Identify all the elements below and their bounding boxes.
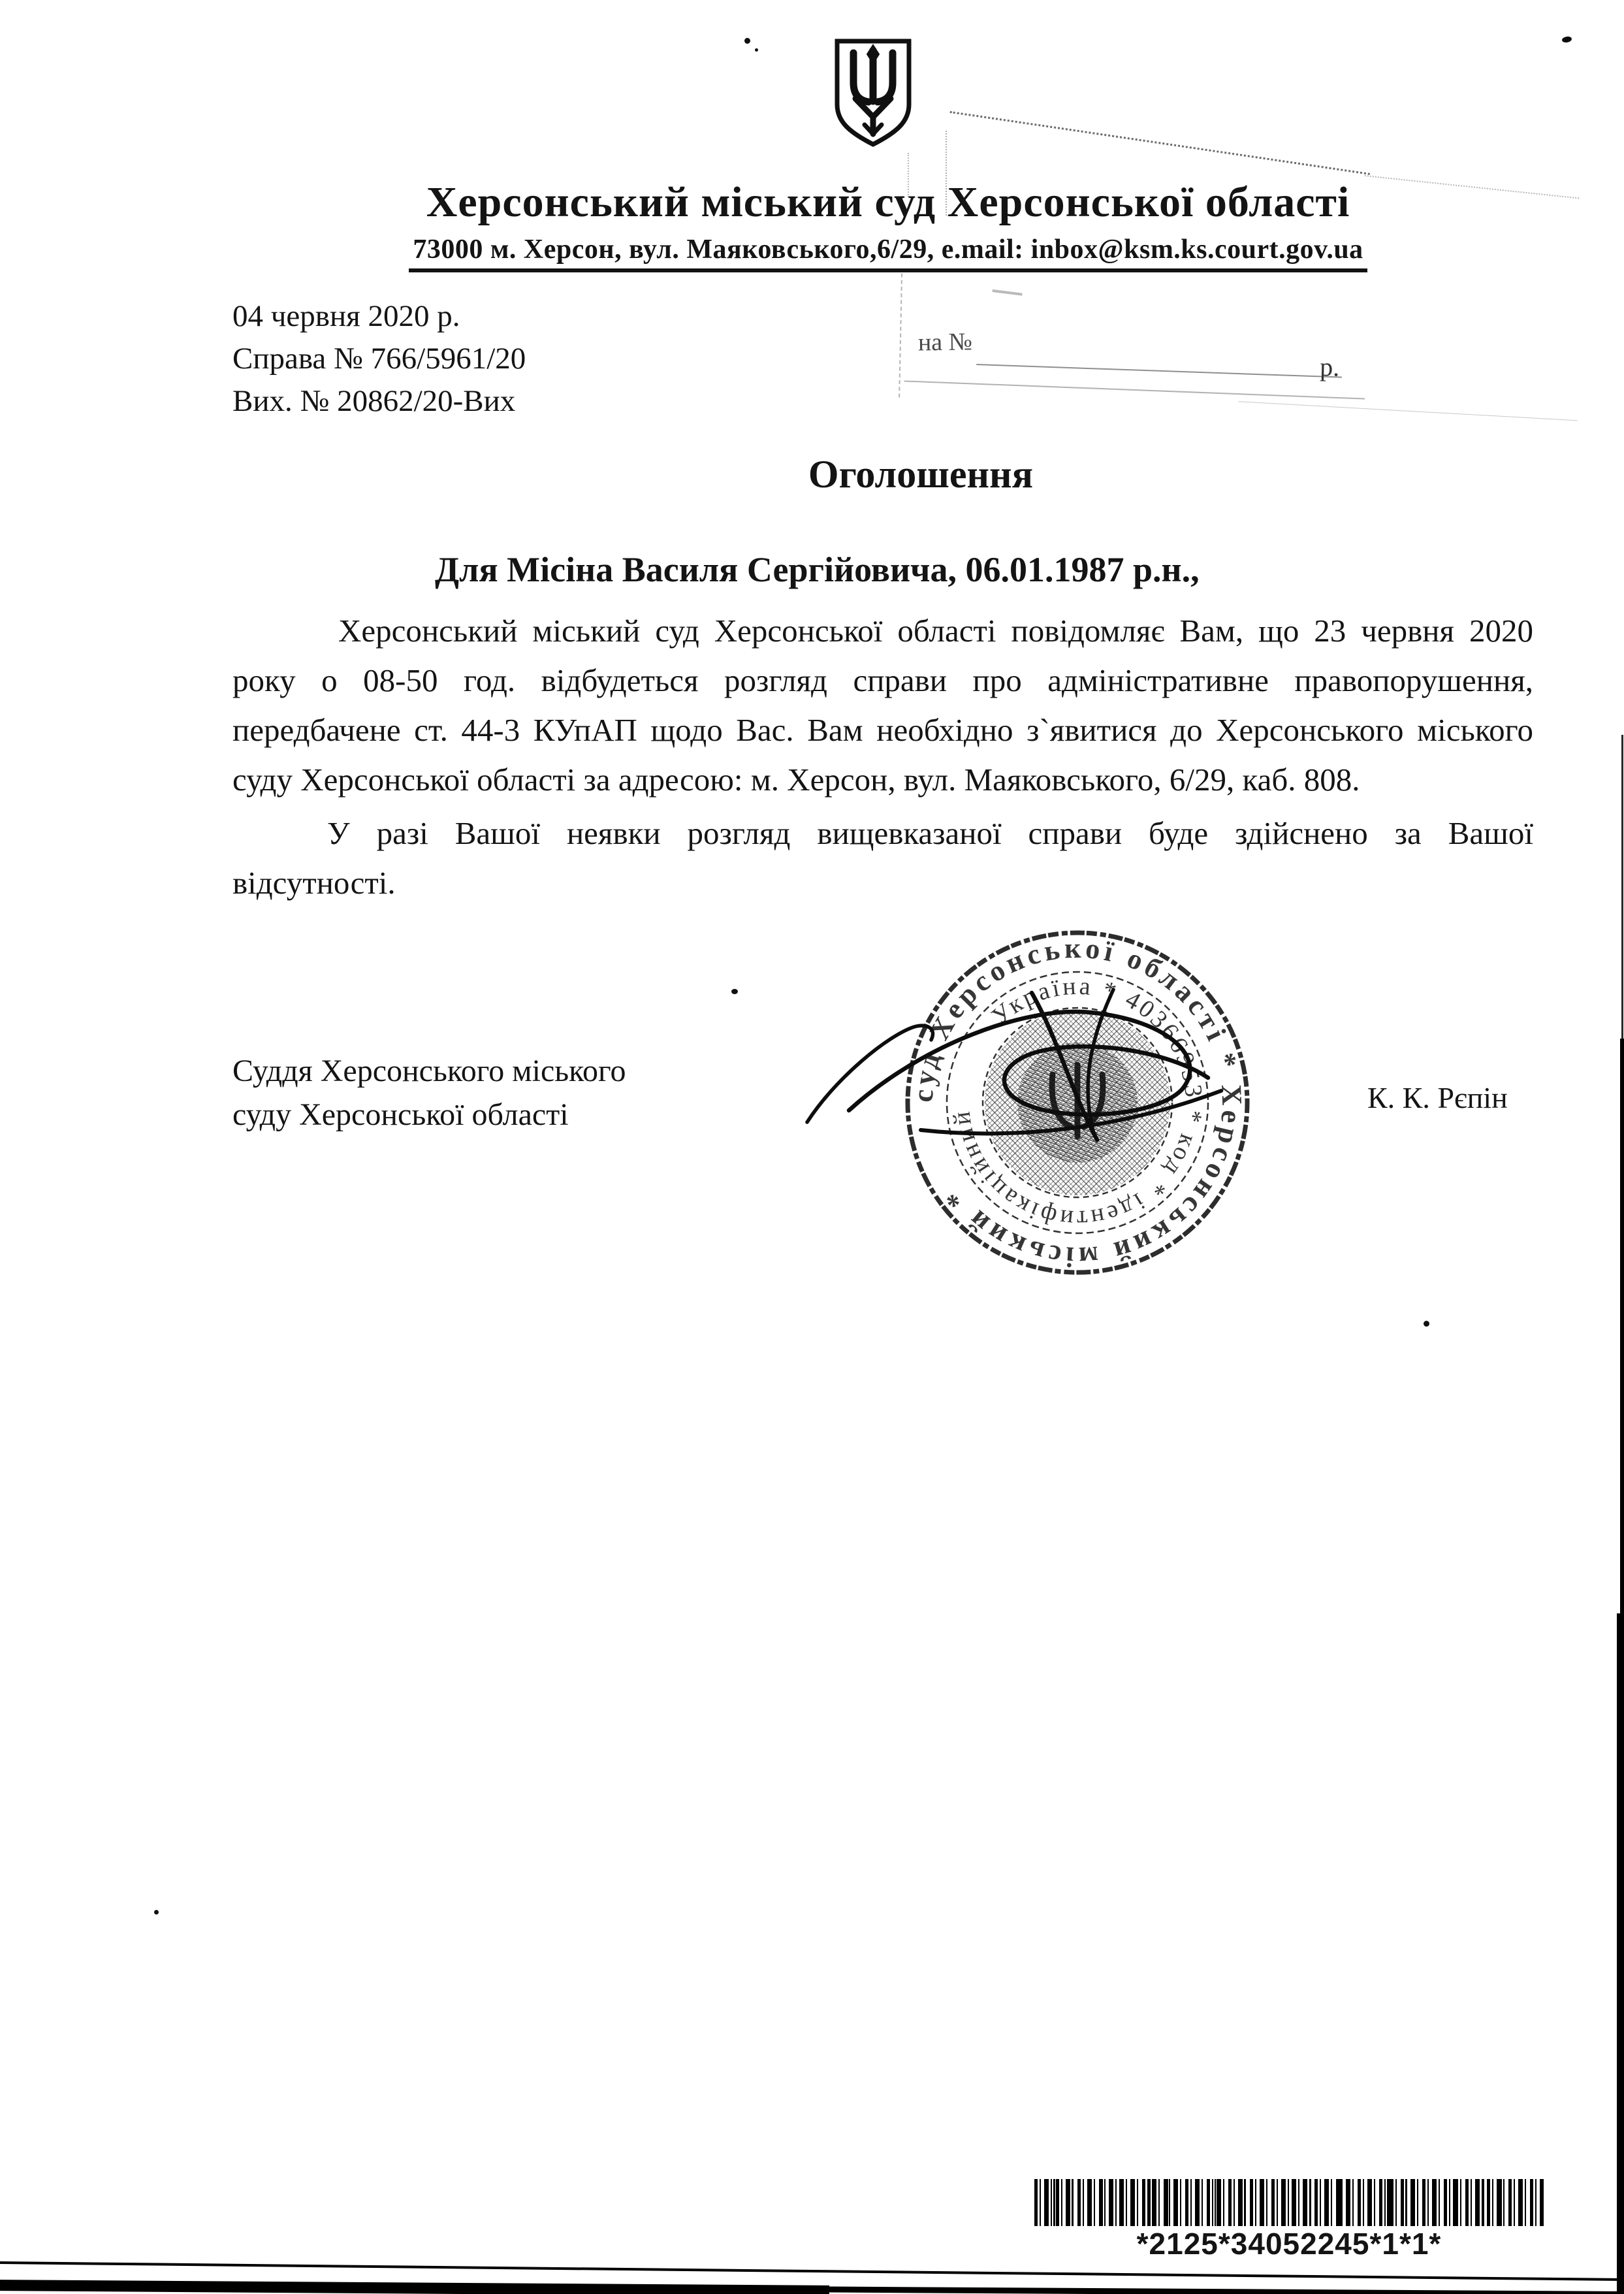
case-number: Справа № 766/5961/20 (232, 342, 526, 376)
scan-edge-line (1621, 735, 1623, 1048)
ink-dot (731, 989, 738, 994)
announcement-heading: Оголошення (808, 453, 1034, 496)
reply-reference-box (899, 269, 1371, 413)
paragraph-line: року о 08-50 год. відбудеться розгляд справи про адміністративне правопорушення, (232, 662, 1533, 698)
scan-edge-line (0, 2261, 1624, 2281)
scan-edge-band (771, 2286, 1624, 2294)
ink-dot (1424, 1321, 1429, 1327)
barcode-caption: *2125*34052245*1*1* (1136, 2227, 1442, 2261)
body-paragraph-1 (232, 606, 1533, 805)
seal-inner-ring-text: Україна * 40366953 * код * ідентифікаційний (947, 972, 1208, 1233)
letterhead (274, 178, 1502, 272)
scan-smudge (992, 289, 1022, 296)
court-address-line: 73000 м. Херсон, вул. Маяковського,6/29, e.mail: inbox@ksm.ks.court.gov.ua (409, 234, 1367, 272)
reply-number-label: на № (917, 328, 973, 357)
scan-speck (744, 38, 750, 44)
reply-blank-line (904, 380, 1365, 399)
judge-role-block (232, 1049, 626, 1137)
paragraph-line: У разі Вашої неявки розгляд вищевказаної справи буде здійснено за Вашої (327, 815, 1533, 851)
paragraph-line: суду Херсонської області за адресою: м. Херсон, вул. Маяковського, 6/29, каб. 808. (232, 762, 1360, 798)
letter-date: 04 червня 2020 р. (232, 299, 460, 333)
scan-scratch-line (950, 111, 1370, 175)
ukraine-trident-emblem-icon (831, 36, 915, 150)
body-paragraph-2 (232, 809, 1533, 908)
scan-speck (1561, 36, 1572, 43)
scan-edge-line (1617, 1613, 1624, 2294)
reply-blank-line (976, 364, 1342, 378)
court-name-title: Херсонський міський суд Херсонської області (426, 178, 1350, 226)
judge-name: К. К. Рєпін (1367, 1081, 1508, 1114)
seal-outer-ring-text: суд Херсонської області * Херсонський міський * (906, 931, 1249, 1274)
judge-role-line: суду Херсонської області (232, 1097, 569, 1132)
reply-blank-line (1238, 401, 1577, 421)
reply-year-suffix: р. (1319, 351, 1340, 382)
scan-speck (755, 48, 758, 52)
court-seal-stamp (751, 914, 1293, 1306)
paragraph-line: передбачене ст. 44-3 КУпАП щодо Вас. Вам необхідно з`явитися до Херсонського міського (232, 712, 1533, 748)
paragraph-line: відсутності. (232, 865, 396, 901)
scan-edge-band (0, 2280, 829, 2294)
outgoing-number: Вих. № 20862/20-Вих (232, 384, 516, 418)
paragraph-line: Херсонський міський суд Херсонської області повідомляє Вам, що 23 червня 2020 (338, 613, 1533, 649)
scan-edge-line (1620, 1039, 1624, 1626)
ink-dot (154, 1910, 159, 1914)
letter-meta-block (232, 295, 526, 423)
document-barcode (1034, 2179, 1544, 2226)
addressee-line: Для Місіна Василя Сергійовича, 06.01.1987 р.н., (435, 550, 1200, 589)
judge-role-line: Суддя Херсонського міського (232, 1054, 626, 1088)
reply-box-border (899, 273, 902, 397)
